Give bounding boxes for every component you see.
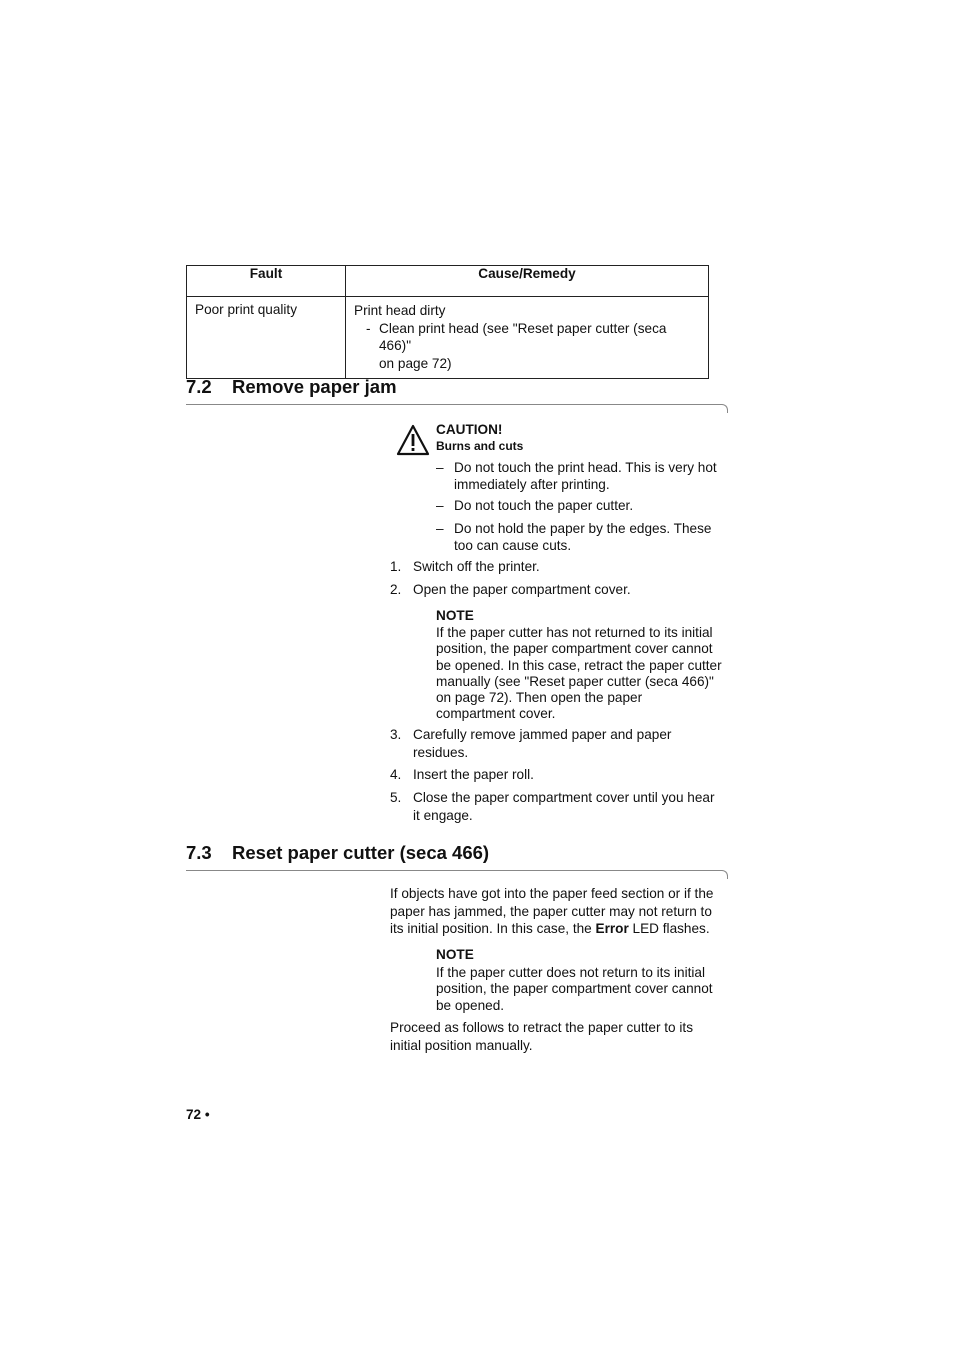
note-title: NOTE [436,947,474,962]
header-fault: Fault [187,266,346,297]
outro-line: initial position manually. [390,1038,533,1053]
outro-paragraph [390,1019,735,1055]
step-line: residues. [413,745,469,760]
section-title: Reset paper cutter (seca 466) [232,842,490,863]
step-text: Switch off the printer. [413,559,540,574]
step-text [413,789,715,825]
fault-cell [187,297,346,379]
intro-text: its initial position. In this case, the [390,921,596,936]
caution-item [436,459,736,493]
table-header-row [187,266,709,297]
intro-paragraph [390,885,735,938]
cause-text: Print head dirty [354,303,446,318]
note-line: position, the paper compartment cover cannot [436,641,713,657]
section-heading-7-2 [186,376,397,398]
step-line: Carefully remove jammed paper and paper [413,727,672,742]
caution-item-line: immediately after printing. [454,477,610,492]
section-number: 7.2 [186,376,212,397]
section-rule [186,404,722,405]
caution-item [436,520,736,554]
note-body [436,625,736,723]
step-number: 4. [390,767,402,782]
caution-item [436,497,736,514]
note-line: manually (see "Reset paper cutter (seca 466)" [436,673,714,689]
note-line: be opened. [436,997,505,1013]
caution-item-line: Do not touch the print head. This is very hot [454,460,717,475]
fault-table [186,265,709,379]
remedy-line-1: Clean print head (see "Reset paper cutter (seca 466)" [379,320,667,353]
dash-mark: – [436,460,444,475]
step-text: Open the paper compartment cover. [413,582,631,597]
dash-mark: – [436,521,444,536]
section-title: Remove paper jam [232,376,397,397]
caution-item-text [454,520,711,554]
step-number: 1. [390,559,402,574]
note-title: NOTE [436,608,474,623]
step-item [390,766,735,783]
fault-text: Poor print quality [195,302,298,317]
section-rule-hook [721,404,728,413]
remedy-dash: - [366,320,371,336]
step-item [390,581,735,598]
remedy-item [354,320,700,373]
step-line: Close the paper compartment cover until you hear [413,790,715,805]
note-line: on page 72). Then open the paper [436,690,643,706]
caution-subtitle: Burns and cuts [436,439,524,453]
step-text: Insert the paper roll. [413,767,534,782]
section-heading-7-3 [186,842,489,864]
step-number: 2. [390,582,402,597]
dash-mark: – [436,498,444,513]
caution-item-text: Do not touch the paper cutter. [454,498,634,513]
warning-triangle-icon [396,424,430,456]
intro-line [390,920,735,938]
remedy-text [379,320,700,373]
caution-item-text [454,459,717,493]
caution-item-line: Do not hold the paper by the edges. These [454,521,712,536]
error-led-label: Error [595,921,629,936]
step-item [390,558,735,575]
outro-line: Proceed as follows to retract the paper cutter to its [390,1020,693,1035]
caution-item-line: too can cause cuts. [454,538,572,553]
intro-line: paper has jammed, the paper cutter may not return to [390,903,712,919]
note-line: If the paper cutter has not returned to its initial [436,625,713,640]
step-number: 3. [390,727,402,742]
intro-text: LED flashes. [628,921,710,936]
step-item [390,726,735,762]
note-line: be opened. In this case, retract the paper cutter [436,657,722,673]
step-number: 5. [390,790,402,805]
page-number: 72 • [186,1107,210,1122]
note-body [436,965,736,1014]
step-text [413,726,671,762]
cause-cell [346,297,709,379]
note-line: If the paper cutter does not return to its initial [436,965,706,980]
note-line: compartment cover. [436,706,556,722]
header-cause-remedy: Cause/Remedy [346,266,709,297]
step-line: it engage. [413,808,473,823]
remedy-line-2: on page 72) [379,355,452,371]
step-item [390,789,735,825]
section-rule-hook [721,870,728,879]
table-row [187,297,709,379]
section-number: 7.3 [186,842,212,863]
note-line: position, the paper compartment cover cannot [436,981,713,997]
section-rule [186,870,722,871]
intro-line: If objects have got into the paper feed section or if the [390,886,714,901]
caution-title: CAUTION! [436,422,503,437]
